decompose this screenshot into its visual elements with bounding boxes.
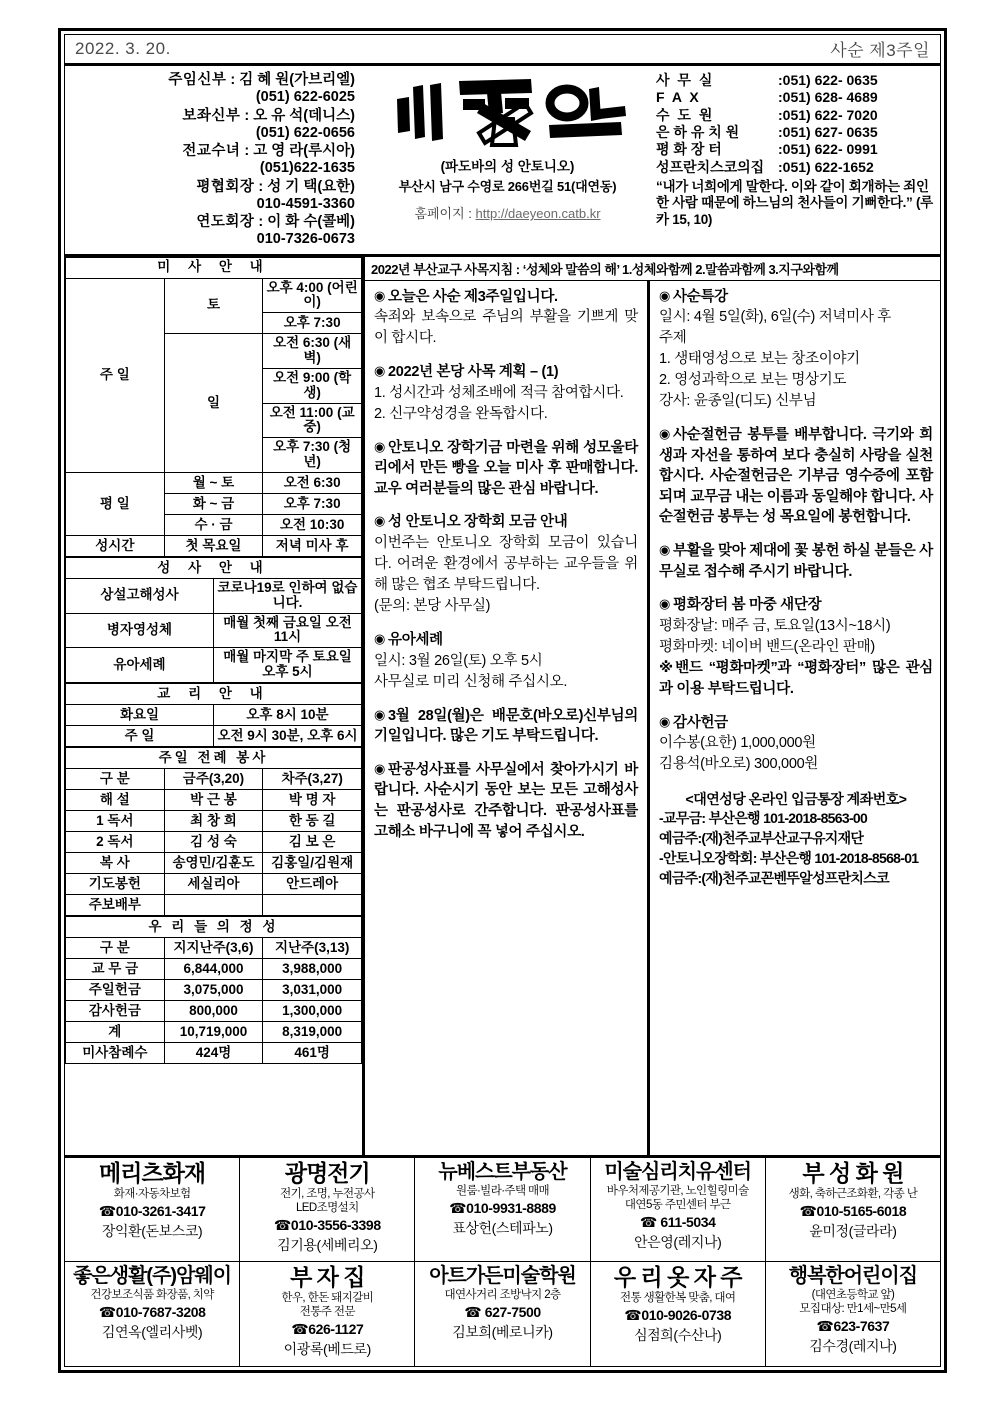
sacrament-value: 매월 마지막 주 토요일 오후 5시 <box>214 648 362 683</box>
liturgy-this-week: 송영민/김훈도 <box>164 853 263 874</box>
bullet-icon: ◉ <box>374 760 386 776</box>
ad-card[interactable] <box>240 1158 415 1262</box>
ad-card[interactable] <box>240 1262 415 1366</box>
ad-description: 바우처제공기관, 노인힐링미술 <box>606 1185 749 1197</box>
table-row <box>66 1001 362 1022</box>
announcement-head-text: 감사헌금 <box>673 714 728 731</box>
ad-phone: ☎010-9931-8889 <box>449 1200 556 1217</box>
liturgy-col-header: 구 분 <box>66 769 165 790</box>
announcement-head <box>659 595 933 616</box>
ad-contact-person: 윤미정(글라라) <box>809 1223 897 1240</box>
announcement-line: 이번주는 안토니오 장학회 모금이 있습니다. 어려운 환경에서 공부하는 교우들을 위해 많은 협조 부탁드립니다. <box>374 535 638 594</box>
offering-label: 교 무 금 <box>66 959 165 980</box>
ad-business-name: 아트가든미술학원 <box>429 1265 576 1287</box>
parish-patron: (파도바의 성 안토니오) <box>440 159 575 174</box>
ad-business-name: 뉴베스트부동산 <box>438 1161 567 1183</box>
announcement-item <box>374 287 638 350</box>
ad-business-name: 행복한어린이집 <box>788 1265 918 1287</box>
bullet-icon: ◉ <box>659 426 671 442</box>
daeyeon-calligraphy-logo <box>383 73 633 153</box>
staff-name: 오 유 석(데니스) <box>253 107 355 124</box>
liturgy-role: 복 사 <box>66 853 165 874</box>
ad-contact-person: 김기용(세베리오) <box>277 1237 378 1254</box>
liturgy-this-week: 김 성 숙 <box>164 832 263 853</box>
announcement-head <box>374 362 638 383</box>
offering-prev2: 800,000 <box>164 1001 263 1022</box>
offering-label: 감사헌금 <box>66 1001 165 1022</box>
announcement-head <box>659 541 933 582</box>
staff-role: 평협회장 <box>196 178 255 195</box>
announcement-head <box>659 713 933 734</box>
ad-description: (대연초등학교 앞) <box>811 1289 895 1301</box>
ad-contact-person: 김연옥(엘리사벳) <box>101 1324 203 1341</box>
sacrament-title: 성 사 안 내 <box>66 557 362 578</box>
ad-description: 대연사거리 조방낙지 2층 <box>444 1289 561 1301</box>
table-row <box>66 874 362 895</box>
announcement-line: 주제 <box>659 330 687 347</box>
liturgy-this-week: 박 근 봉 <box>164 790 263 811</box>
ad-card[interactable] <box>591 1158 766 1262</box>
bullet-icon: ◉ <box>659 713 671 729</box>
table-row <box>66 769 362 790</box>
staff-row: 주임신부 : 김 혜 원(가브리엘) <box>168 72 355 88</box>
announcement-line: 속죄와 보속으로 주님의 부활을 기쁘게 맞이 합시다. <box>374 309 638 347</box>
ad-phone: ☎010-3556-3398 <box>273 1217 381 1234</box>
mass-day: 월 ~ 토 <box>164 472 263 493</box>
table-row <box>66 790 362 811</box>
ad-business-name: 광명전기 <box>284 1160 370 1186</box>
ad-description: 원룸·빌라·주택 매매 <box>455 1185 550 1197</box>
liturgy-next-week: 김홍일/김원재 <box>263 853 362 874</box>
ad-contact-person: 이광록(베드로) <box>283 1341 371 1358</box>
liturgy-role: 해 설 <box>66 790 165 811</box>
staff-name: 고 영 라(루시아) <box>253 143 355 159</box>
masthead <box>65 66 940 257</box>
announcement-item <box>374 512 638 617</box>
liturgy-service-table <box>65 747 362 916</box>
mass-group: 주 일 <box>66 278 165 472</box>
ad-description-2: 전통주 전문 <box>299 1306 355 1319</box>
mass-time: 오후 7:30 <box>263 313 362 334</box>
announcement-head <box>374 287 638 308</box>
announcement-split <box>365 281 940 1156</box>
mass-day: 수 · 금 <box>164 514 263 535</box>
ad-contact-person: 장익환(돈보스코) <box>101 1223 203 1240</box>
announcement-head-text: 오늘은 사순 제3주일입니다. <box>388 288 558 305</box>
bullet-icon: ◉ <box>374 287 386 303</box>
liturgy-role: 1 독서 <box>66 811 165 832</box>
bullet-icon: ◉ <box>374 631 386 647</box>
offering-label: 미사참례수 <box>66 1043 165 1064</box>
parish-logo <box>383 72 633 154</box>
announcement-item <box>374 438 638 500</box>
staff-phone: (051)622-1635 <box>259 160 355 177</box>
announcement-item <box>659 287 933 413</box>
liturgical-season: 사순 제3주일 <box>830 41 930 60</box>
ad-business-name: 좋은생활(주)암웨이 <box>73 1265 232 1287</box>
mass-time: 오전 11:00 (교중) <box>263 403 362 438</box>
gospel-verse: “내가 너희에게 말한다. 이와 같이 회개하는 죄인 한 사람 때문에 하느님의 천사들이 기뻐한다.” (루카 15, 10) <box>656 179 933 227</box>
table-row <box>66 980 362 1001</box>
liturgy-role: 2 독서 <box>66 832 165 853</box>
announcement-line: 평화장날: 매주 금, 토요일(13시~18시) <box>659 617 891 634</box>
sacrament-label: 유아세례 <box>66 648 214 683</box>
homepage-link[interactable]: http://daeyeon.catb.kr <box>475 206 601 221</box>
contact-value: 051) 622- 7020 <box>782 106 878 123</box>
bullet-icon: ◉ <box>374 438 386 454</box>
bank-account-title: <대연성당 온라인 입금통장 계좌번호> <box>685 791 907 808</box>
staff-name: 이 화 수(콜베) <box>267 214 355 230</box>
contact-row: 사 무 실 : 051) 622- 0635 <box>656 72 878 88</box>
ad-contact-person: 김수경(레지나) <box>809 1338 897 1355</box>
ad-phone: ☎623-7637 <box>816 1318 890 1335</box>
liturgy-next-week: 박 명 자 <box>263 790 362 811</box>
date-bar <box>65 35 940 66</box>
announcement-columns <box>365 257 940 1156</box>
bank-account-line: 예금주:(재)천주교부산교구유지재단 <box>659 830 864 847</box>
ad-contact-person: 김보희(베로니카) <box>452 1324 553 1341</box>
bullet-icon: ◉ <box>374 513 386 529</box>
ad-contact-person: 표상헌(스테파노) <box>452 1220 553 1237</box>
announcement-item <box>374 706 638 747</box>
announcement-line: 사무실로 미리 신청해 주십시오. <box>374 673 568 690</box>
diocese-guideline: 2022년 부산교구 사목지침 : ‘성체와 말씀의 해’ 1.성체와함께 2.말씀과함께 3.지구와함께 <box>365 257 940 281</box>
announcement-head-text: 3월 28일(월)은 배문호(바오로)신부님의 기일입니다. 많은 기도 부탁드립니다. <box>374 707 638 745</box>
table-row <box>66 578 362 613</box>
ad-phone: ☎ 611-5034 <box>639 1214 716 1231</box>
ad-description: 건강보조식품 화장품, 치약 <box>90 1289 214 1301</box>
offering-col-header: 지난주(3,13) <box>263 938 362 959</box>
table-row <box>66 1043 362 1064</box>
announcement-line: 김용석(바오로) 300,000원 <box>659 756 819 773</box>
offering-prev1: 3,031,000 <box>263 980 362 1001</box>
mass-day: 토 <box>164 278 263 334</box>
table-row <box>66 472 362 493</box>
announcement-line: (문의: 본당 사무실) <box>374 598 491 615</box>
contact-label: 평 화 장 터 <box>656 141 722 158</box>
contact-row: F A X : 051) 628- 4689 <box>656 89 878 106</box>
announcement-item <box>659 541 933 582</box>
contact-value: 051) 627- 0635 <box>782 124 878 141</box>
sacrament-value: 매월 첫째 금요일 오전 11시 <box>214 613 362 648</box>
liturgy-next-week: 안드레아 <box>263 874 362 895</box>
mass-time: 오전 10:30 <box>263 514 362 535</box>
announcement-head <box>659 425 933 528</box>
mass-time: 오전 6:30 (새벽) <box>263 334 362 369</box>
staff-name: 김 혜 원(가브리엘) <box>239 72 355 88</box>
mass-schedule-table <box>65 257 362 557</box>
announcement-head <box>374 438 638 500</box>
contact-label: 성프란치스코의집 <box>656 158 765 175</box>
homepage-label: 홈페이지 : <box>414 206 472 221</box>
staff-phone: 010-4591-3360 <box>256 195 355 212</box>
ad-business-name: 메리츠화재 <box>99 1160 206 1186</box>
liturgy-title: 주일 전례 봉사 <box>66 748 362 769</box>
announcement-line: 1. 성시간과 성체조배에 적극 참여합시다. <box>374 384 624 401</box>
contact-label: F A X <box>656 89 701 106</box>
sacrament-table <box>65 557 362 683</box>
inner-frame <box>64 34 941 1367</box>
announcement-head <box>374 630 638 651</box>
ad-contact-person: 심점희(수산나) <box>634 1327 722 1344</box>
offering-title: 우 리 들 의 정 성 <box>66 917 362 938</box>
bullet-icon: ◉ <box>659 542 671 558</box>
bullet-icon: ◉ <box>659 596 671 612</box>
announcement-line: ※밴드 “평화마켓”과 “평화장터” 많은 관심과 이용 부탁드립니다. <box>659 659 933 697</box>
table-row <box>66 613 362 648</box>
announcement-head-text: 유아세례 <box>388 632 443 649</box>
liturgy-role: 기도봉헌 <box>66 874 165 895</box>
offering-prev1: 8,319,000 <box>263 1022 362 1043</box>
offering-col-header: 구 분 <box>66 938 165 959</box>
announcement-head-text: 부활을 맞아 제대에 꽃 봉헌 하실 분들은 사무실로 접수해 주시기 바랍니다. <box>659 543 933 580</box>
ad-phone: ☎626-1127 <box>291 1321 364 1338</box>
ad-description: 화재·자동차보험 <box>113 1188 191 1200</box>
staff-phone: 010-7326-0673 <box>256 231 355 248</box>
ad-phone: ☎010-7687-3208 <box>98 1304 206 1321</box>
doctrine-label: 주 일 <box>66 726 214 747</box>
contact-row: 은 하 유 치 원 : 051) 627- 0635 <box>656 124 878 141</box>
table-row <box>66 811 362 832</box>
table-row <box>66 959 362 980</box>
table-row <box>66 895 362 916</box>
sacrament-label: 병자영성체 <box>66 613 214 648</box>
mass-time: 오전 9:00 (학생) <box>263 368 362 403</box>
offering-prev2: 6,844,000 <box>164 959 263 980</box>
ad-description-2: 모집대상: 만1세~만5세 <box>799 1303 907 1316</box>
ad-card[interactable] <box>766 1158 940 1262</box>
table-row <box>66 853 362 874</box>
doctrine-label: 화요일 <box>66 705 214 726</box>
bullet-icon: ◉ <box>374 363 386 379</box>
sacrament-value: 코로나19로 인하여 없습니다. <box>214 578 362 613</box>
announcement-head-text: 2022년 본당 사목 계획 – (1) <box>388 364 559 381</box>
mass-day: 첫 목요일 <box>164 535 263 556</box>
ad-business-name: 미술심리치유센터 <box>604 1161 751 1183</box>
ad-card[interactable] <box>415 1262 590 1366</box>
liturgy-col-header: 차주(3,27) <box>263 769 362 790</box>
bank-account-line: 예금주:(재)천주교꼰벤뚜알성프란치스코 <box>659 870 889 887</box>
contact-value: 051) 622- 0635 <box>782 72 878 88</box>
ad-card[interactable] <box>766 1262 940 1366</box>
liturgy-this-week: 최 창 희 <box>164 811 263 832</box>
doctrine-value: 오전 9시 30분, 오후 6시 <box>214 726 362 747</box>
announcement-head-text: 안토니오 장학기금 마련을 위해 성모울타리에서 만든 빵을 오늘 미사 후 판매합니다. 교우 여러분들의 많은 관심 바랍니다. <box>374 439 638 497</box>
right-announcements <box>650 281 940 1156</box>
announcement-line: 1. 생태영성으로 보는 창조이야기 <box>659 351 860 368</box>
mass-time: 오전 6:30 <box>263 472 362 493</box>
ad-business-name: 부 성 화 원 <box>802 1160 904 1186</box>
ad-description: 생화, 축하근조화환, 각종 난 <box>788 1188 918 1200</box>
ad-description: 전기, 조명, 누전공사 <box>280 1188 375 1200</box>
liturgy-next-week: 한 동 길 <box>263 811 362 832</box>
announcement-head <box>374 760 638 842</box>
advertisement-section <box>65 1155 940 1366</box>
ad-description-2: LED조명설치 <box>296 1202 359 1215</box>
announcement-head <box>374 512 638 533</box>
bulletin-date: 2022. 3. 20. <box>75 38 171 58</box>
offering-prev2: 3,075,000 <box>164 980 263 1001</box>
ad-card[interactable] <box>415 1158 590 1262</box>
bulletin-body <box>65 257 940 1156</box>
announcement-head <box>374 706 638 747</box>
mass-title: 미 사 안 내 <box>66 257 362 278</box>
schedule-column <box>65 257 365 1156</box>
ad-card[interactable] <box>65 1158 240 1262</box>
contact-row: 평 화 장 터 : 051) 622- 0991 <box>656 141 878 158</box>
ad-card[interactable] <box>591 1262 766 1366</box>
doctrine-table <box>65 683 362 747</box>
staff-row: 전교수녀 : 고 영 라(루시아) <box>182 143 355 159</box>
ad-phone: ☎010-9026-0738 <box>624 1307 732 1324</box>
contact-row: 수 도 원 : 051) 622- 7020 <box>656 106 878 123</box>
liturgy-this-week <box>164 895 263 916</box>
staff-role: 보좌신부 <box>182 107 241 124</box>
announcement-line: 2. 영성과학으로 보는 명상기도 <box>659 372 847 389</box>
table-row <box>66 278 362 313</box>
doctrine-value: 오후 8시 10분 <box>214 705 362 726</box>
announcement-head-text: 평화장터 봄 마중 새단장 <box>673 597 822 614</box>
staff-row: 연도회장 : 이 화 수(콜베) <box>196 214 355 230</box>
offering-prev1: 3,988,000 <box>263 959 362 980</box>
announcement-line: 일시: 3월 26일(토) 오후 5시 <box>374 652 543 669</box>
liturgy-role: 주보배부 <box>66 895 165 916</box>
offering-col-header: 지지난주(3,6) <box>164 938 263 959</box>
contact-label: 수 도 원 <box>656 106 715 123</box>
announcement-head-text: 성 안토니오 장학회 모금 안내 <box>388 514 568 531</box>
table-row <box>66 535 362 556</box>
offering-label: 계 <box>66 1022 165 1043</box>
offering-prev1: 461명 <box>263 1043 362 1064</box>
announcement-item <box>374 630 638 693</box>
bullet-icon: ◉ <box>659 287 671 303</box>
bank-account-block <box>659 789 933 889</box>
announcement-item <box>374 760 638 842</box>
table-row <box>66 726 362 747</box>
announcement-head-text: 사순특강 <box>673 288 728 305</box>
mass-time: 저녁 미사 후 <box>263 535 362 556</box>
homepage-line <box>414 203 600 222</box>
parish-address: 부산시 남구 수영로 266번길 51(대연동) <box>398 179 617 194</box>
contact-value: 051) 622- 0991 <box>782 141 878 158</box>
table-row <box>66 705 362 726</box>
ad-description-2: 대연5동 주민센터 부근 <box>624 1199 731 1212</box>
sacrament-label: 상설고해성사 <box>66 578 214 613</box>
liturgy-next-week <box>263 895 362 916</box>
table-row <box>66 938 362 959</box>
staff-role: 연도회장 <box>196 214 255 230</box>
doctrine-title: 교 리 안 내 <box>66 684 362 705</box>
staff-phone: (051) 622-6025 <box>255 89 355 106</box>
ad-business-name: 우 리 옷 자 주 <box>613 1264 742 1290</box>
announcement-line: 평화마켓: 네이버 밴드(온라인 판매) <box>659 638 875 655</box>
mass-time: 오후 7:30 (청년) <box>263 438 362 473</box>
staff-list <box>65 66 365 254</box>
mass-day: 일 <box>164 334 263 473</box>
ad-phone: ☎ 627-7500 <box>464 1304 541 1321</box>
mass-group: 평 일 <box>66 472 165 535</box>
ad-row <box>65 1262 940 1366</box>
table-row <box>66 648 362 683</box>
announcement-item <box>659 595 933 700</box>
bank-account-line: -교무금: 부산은행 101-2018-8563-00 <box>659 810 868 827</box>
contact-row: 성프란치스코의집 : 051) 622-1652 <box>656 158 874 175</box>
announcement-item <box>659 425 933 528</box>
ad-phone: ☎010-3261-3417 <box>98 1203 206 1220</box>
contact-value: 051) 622-1652 <box>782 158 874 175</box>
staff-phone: (051) 622-0656 <box>255 124 355 141</box>
offering-label: 주일헌금 <box>66 980 165 1001</box>
announcement-line: 일시: 4월 5일(화), 6일(수) 저녁미사 후 <box>659 309 891 326</box>
staff-name: 성 기 택(요한) <box>267 178 355 195</box>
parish-identity <box>365 66 650 254</box>
offering-table <box>65 916 362 1064</box>
staff-row: 보좌신부 : 오 유 석(데니스) <box>182 107 355 124</box>
outer-frame <box>58 28 947 1373</box>
liturgy-this-week: 세실리아 <box>164 874 263 895</box>
bullet-icon: ◉ <box>374 706 386 722</box>
contact-list <box>650 66 940 254</box>
ad-phone: ☎010-5165-6018 <box>799 1203 907 1220</box>
contact-label: 은 하 유 치 원 <box>656 124 740 141</box>
staff-role: 전교수녀 <box>182 143 241 159</box>
offering-prev1: 1,300,000 <box>263 1001 362 1022</box>
announcement-item <box>659 713 933 776</box>
liturgy-col-header: 금주(3,20) <box>164 769 263 790</box>
center-announcements <box>365 281 650 1156</box>
bank-account-line: -안토니오장학회: 부산은행 101-2018-8568-01 <box>659 850 919 867</box>
announcement-head <box>659 287 933 308</box>
staff-role: 주임신부 <box>168 72 227 88</box>
ad-contact-person: 안은영(레지나) <box>634 1234 722 1251</box>
ad-description: 한우, 한돈 돼지갈비 <box>281 1292 374 1304</box>
mass-time: 오후 7:30 <box>263 493 362 514</box>
ad-business-name: 부 자 집 <box>290 1264 365 1290</box>
announcement-line: 이수봉(요한) 1,000,000원 <box>659 735 816 752</box>
table-row <box>66 1022 362 1043</box>
ad-description: 전통 생활한복 맞춤, 대여 <box>619 1292 736 1304</box>
mass-group: 성시간 <box>66 535 165 556</box>
announcement-line: 2. 신구약성경을 완독합시다. <box>374 405 548 422</box>
announcement-item <box>374 362 638 425</box>
ad-card[interactable] <box>65 1262 240 1366</box>
table-row <box>66 832 362 853</box>
mass-day: 화 ~ 금 <box>164 493 263 514</box>
contact-label: 사 무 실 <box>656 72 715 88</box>
mass-time: 오후 4:00 (어린이) <box>263 278 362 313</box>
offering-prev2: 424명 <box>164 1043 263 1064</box>
announcement-head-text: 사순절헌금 봉투를 배부합니다. 극기와 희생과 자선을 통하여 보다 충실히 사랑을 실천합시다. 사순절헌금은 기부금 영수증에 포함되며 교무금 내는 이름과 동일해야 합니다. 사순절헌금 봉투는 성 목요일에 봉헌합니다. <box>659 427 933 526</box>
staff-row: 평협회장 : 성 기 택(요한) <box>196 178 355 195</box>
announcement-head-text: 판공성사표를 사무실에서 찾아가시기 바랍니다. 사순시기 동안 보는 모든 고해성사는 판공성사로 간주합니다. 판공성사표를 고해소 바구니에 꼭 넣어 주십시오. <box>374 761 638 840</box>
contact-value: 051) 628- 4689 <box>782 89 878 106</box>
offering-prev2: 10,719,000 <box>164 1022 263 1043</box>
liturgy-next-week: 김 보 은 <box>263 832 362 853</box>
ad-row <box>65 1158 940 1262</box>
announcement-line: 강사: 윤종일(디도) 신부님 <box>659 393 817 410</box>
